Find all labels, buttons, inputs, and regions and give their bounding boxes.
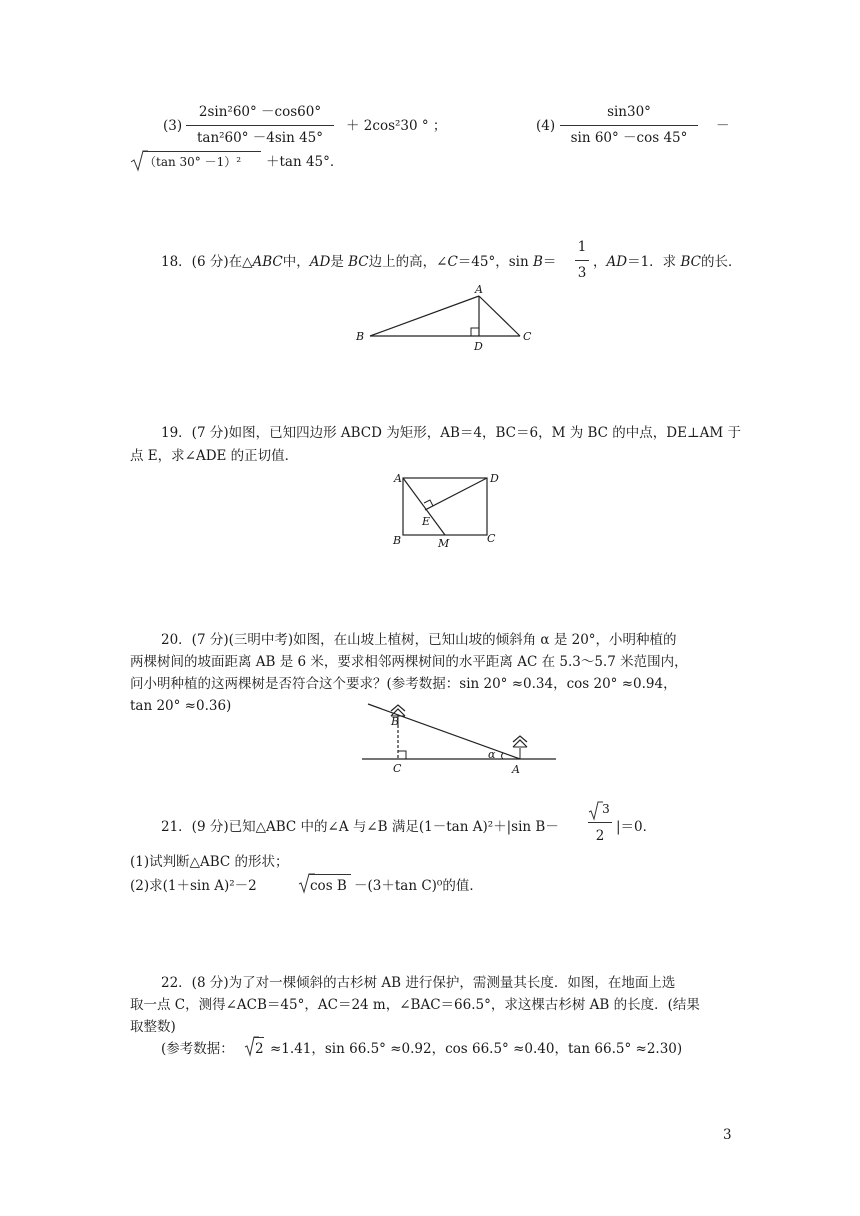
q20-label-a: A bbox=[512, 763, 520, 776]
q17-part3-fraction-bar bbox=[186, 125, 334, 126]
q17-line2-tail: ＋tan 45°． bbox=[266, 154, 344, 170]
q18-right-angle-mark bbox=[471, 328, 479, 336]
q19-line2: 点 E，求∠ADE 的正切值． bbox=[130, 448, 299, 464]
q20-label-c: C bbox=[393, 762, 402, 775]
q20-slope-line bbox=[368, 704, 520, 759]
q22-line4-post: ≈1.41，sin 66.5° ≈0.92，cos 66.5° ≈0.40，tan 66.5° ≈2.30) bbox=[270, 1041, 683, 1057]
q18-text-end: ，AD＝1．求 BC的长． bbox=[593, 254, 742, 270]
q20-line1: 20．(7 分)(三明中考)如图，在山坡上植树，已知山坡的倾斜角 α 是 20°，小明种植的 bbox=[161, 632, 677, 648]
q17-part3-label: (3) bbox=[163, 118, 183, 134]
q21-sub2-sqrt-bar bbox=[309, 874, 351, 875]
q22-sqrt-bar bbox=[254, 1037, 264, 1038]
q21-sub2-pre: (2)求(1＋sin A)²－2 bbox=[130, 878, 257, 894]
q17-part3-tail: ＋ 2cos²30 ° ； bbox=[346, 118, 447, 134]
q19-label-m: M bbox=[438, 537, 450, 550]
q17-sqrt-content: （tan 30° －1）² bbox=[144, 155, 242, 169]
q18-label-d: D bbox=[474, 340, 483, 353]
q20-slope-figure bbox=[360, 696, 560, 776]
q18-triangle-figure bbox=[350, 282, 550, 352]
q21-fraction-numerator: 3 bbox=[602, 802, 610, 816]
q17-part4-fraction-bar bbox=[560, 125, 698, 126]
q17-part3-numerator: 2sin²60° －cos60° bbox=[198, 104, 322, 120]
q22-sqrt-content: 2 bbox=[255, 1041, 264, 1057]
q19-right-angle-mark bbox=[424, 500, 433, 506]
q19-label-a: A bbox=[394, 472, 402, 485]
q17-part4-minus: － bbox=[716, 118, 730, 134]
q22-line3: 取整数) bbox=[130, 1019, 176, 1035]
q18-text: 18．(6 分)在△ABC中，AD是 BC边上的高，∠C＝45°，sin B＝ bbox=[161, 254, 557, 270]
q19-label-e: E bbox=[422, 515, 431, 528]
q20-line4: tan 20° ≈0.36) bbox=[130, 698, 232, 714]
page-number: 3 bbox=[723, 1127, 732, 1143]
q18-line-ab bbox=[370, 296, 479, 336]
q19-rectangle-figure bbox=[390, 470, 520, 550]
q17-part3-denominator: tan²60° －4sin 45° bbox=[196, 130, 324, 146]
q19-label-c: C bbox=[487, 532, 496, 545]
q18-label-a: A bbox=[475, 283, 483, 296]
q20-angle-arc bbox=[502, 753, 504, 759]
q18-fraction-numerator: 1 bbox=[577, 239, 587, 255]
q20-tree-a bbox=[513, 736, 527, 759]
q20-label-b: B bbox=[391, 715, 400, 728]
q17-part4-denominator: sin 60° －cos 45° bbox=[570, 130, 688, 146]
q21-sub2-rad: cos B bbox=[310, 878, 347, 894]
q18-line-ac bbox=[479, 296, 520, 336]
q22-line4-pre: (参考数据： bbox=[161, 1041, 234, 1057]
q21-line1-pre: 21．(9 分)已知△ABC 中的∠A 与∠B 满足(1－tan A)²＋|sin B－ bbox=[161, 819, 559, 835]
q20-line2: 两棵树间的坡面距离 AB 是 6 米，要求相邻两棵树间的水平距离 AC 在 5.3～5.7 米范围内， bbox=[130, 654, 688, 670]
q17-part4-label: (4) bbox=[536, 118, 556, 134]
q21-sub1: (1)试判断△ABC 的形状； bbox=[130, 854, 289, 870]
q20-label-alpha: α bbox=[488, 748, 496, 761]
q17-part4-numerator: sin30° bbox=[607, 104, 651, 120]
q22-line1: 22．(8 分)为了对一棵倾斜的古杉树 AB 进行保护，需测量其长度．如图，在地面上选 bbox=[161, 975, 676, 991]
q18-fraction-denominator: 3 bbox=[577, 265, 587, 281]
q18-label-c: C bbox=[523, 330, 532, 343]
q21-fraction-bar bbox=[588, 822, 612, 823]
q19-line1: 19．(7 分)如图，已知四边形 ABCD 为矩形，AB＝4，BC＝6，M 为 BC 的中点，DE⊥AM 于 bbox=[161, 425, 742, 441]
q19-label-b: B bbox=[393, 534, 402, 547]
q18-label-b: B bbox=[356, 330, 365, 343]
q19-line-de bbox=[425, 478, 487, 510]
q21-line1-post: |＝0． bbox=[616, 819, 657, 835]
q18-fraction-bar bbox=[575, 260, 589, 261]
q19-label-d: D bbox=[490, 472, 499, 485]
q22-line2: 取一点 C，测得∠ACB＝45°，AC＝24 m，∠BAC＝66.5°，求这棵古杉树 AB 的长度．(结果 bbox=[130, 997, 700, 1013]
q20-line3: 问小明种植的这两棵树是否符合这个要求？(参考数据：sin 20° ≈0.34，cos 20° ≈0.94， bbox=[130, 676, 677, 692]
q21-fraction-denominator: 2 bbox=[595, 828, 605, 844]
q20-right-angle-mark bbox=[398, 751, 406, 759]
q19-rect-abcd bbox=[403, 478, 487, 535]
q21-sub2-post: －(3＋tan C)⁰的值． bbox=[354, 878, 483, 894]
